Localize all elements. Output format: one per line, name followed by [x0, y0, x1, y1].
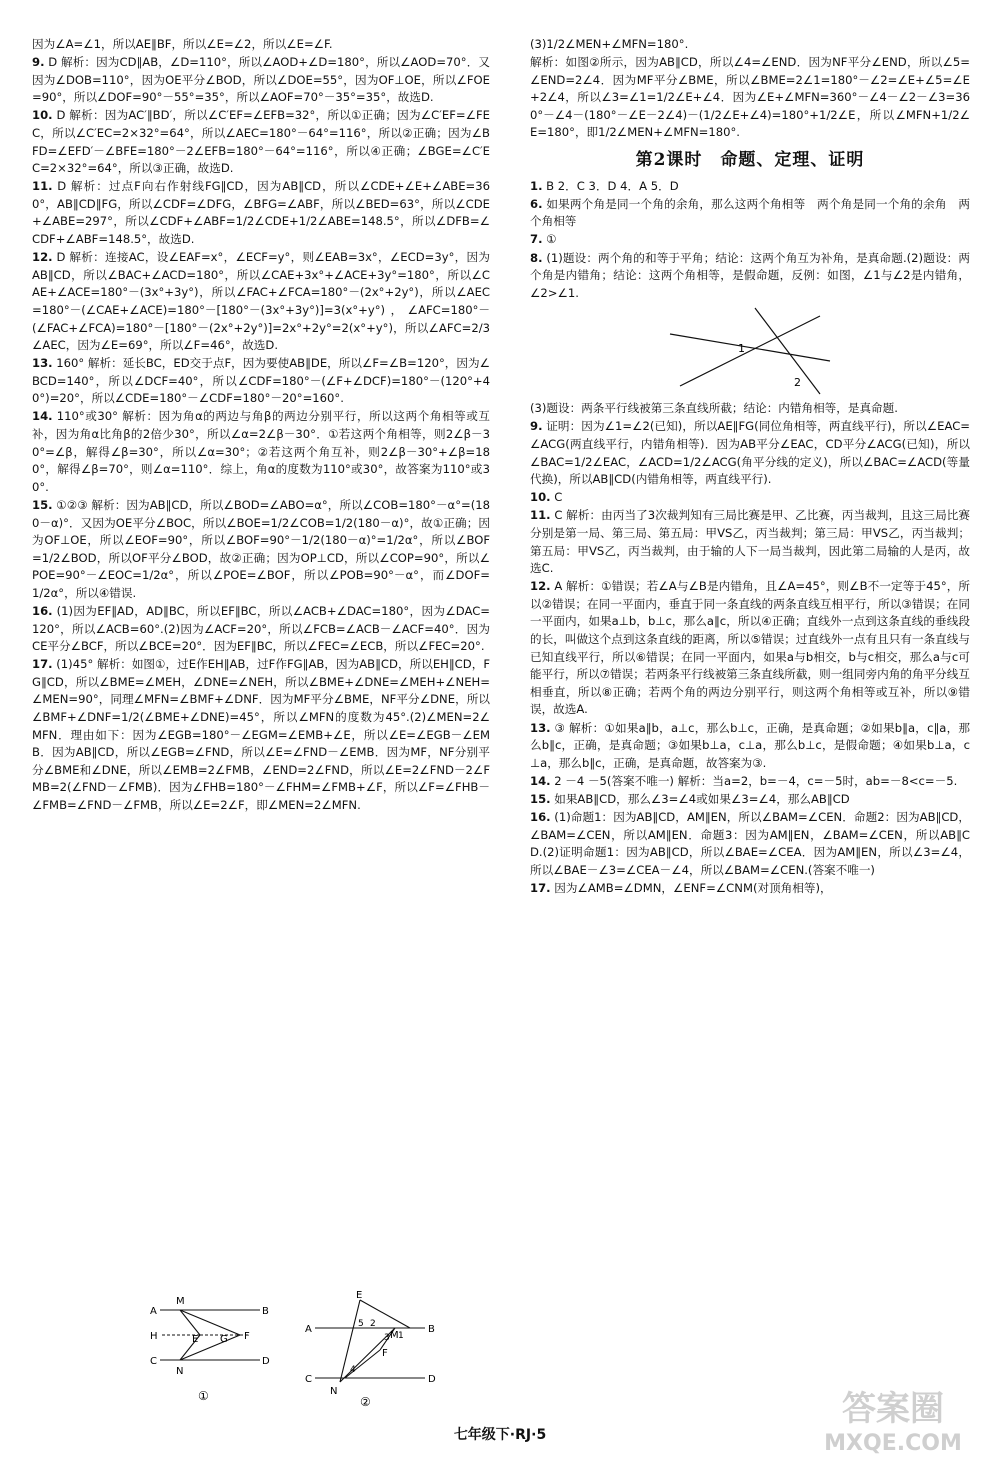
- answer-text: (3)1/2∠MEN+∠MFN=180°.: [530, 37, 689, 51]
- answer-text: 因为∠AMB=∠DMN，∠ENF=∠CNM(对顶角相等)，: [554, 880, 832, 895]
- answer-item: [32, 497, 490, 603]
- label-F: F: [244, 1331, 250, 1342]
- answer-number: 14.: [32, 409, 53, 424]
- answer-item: [530, 507, 970, 577]
- answer-item: [530, 418, 970, 488]
- answer-number: 10.: [32, 108, 53, 123]
- answer-item: [530, 720, 970, 773]
- answer-text: 证明：因为∠1=∠2(已知)，所以AE∥FG(同位角相等，两直线平行)，所以∠EAC=∠ACG(两直线平行，内错角相等)．因为AB平分∠EAC，CD平分∠ACG(已知)，所以∠BAC=1/2∠EAC，∠ACD=1/2∠ACG(角平分线的定义)，所以∠BAC=∠ACD(等量代换)，所以AB∥CD(内错角相等，两直线平行).: [530, 419, 970, 487]
- answer-number: 13.: [32, 356, 53, 371]
- right-top-answers: [530, 36, 970, 142]
- answer-number: 12.: [32, 250, 53, 265]
- right-column: [530, 36, 970, 898]
- label-D: D: [262, 1356, 270, 1367]
- answer-text: ①②③ 解析：因为AB∥CD，所以∠BOD=∠ABO=α°，所以∠COB=180°－α°=(180－α)°．又因为OE平分∠BOC，所以∠BOE=1/2∠COB=1/2(180－α)°，故①正确；因为OF⊥OE，所以∠EOF=90°，所以∠BOF=90°－1/2(180－α)°=1/2α°，所以∠BOF=1/2∠BOD，所以OF平分∠BOD，故②正确；因为OP⊥CD，所以∠COP=90°，所以∠POE=90°－∠EOC=1/2α°，所以∠POE=∠BOF，所以∠POB=90°－α°，而∠DOF=1/2α°，所以④错误.: [32, 497, 490, 600]
- label-H: H: [150, 1331, 158, 1342]
- answer-item: [530, 250, 970, 303]
- answer-item: [530, 231, 970, 249]
- label-A: A: [305, 1324, 312, 1335]
- answer-item: [32, 603, 490, 656]
- answer-number: 15.: [530, 791, 551, 806]
- answer-item: [530, 36, 970, 54]
- answer-number: 9.: [530, 419, 543, 434]
- answer-text: ①: [546, 232, 557, 247]
- angle-2-label: 2: [794, 376, 801, 390]
- angle-1-label: 1: [738, 342, 745, 356]
- answer-number: 6.: [530, 196, 543, 211]
- angle-3-label: 3: [384, 1333, 390, 1343]
- answer-item: [32, 36, 490, 54]
- answer-item: [530, 178, 970, 196]
- figure-3-diagram: [660, 306, 840, 396]
- answer-number: 11.: [530, 508, 551, 523]
- answer-text: 如果AB∥CD，那么∠3=∠4或如果∠3=∠4，那么AB∥CD: [554, 791, 850, 806]
- label-M: M: [390, 1330, 399, 1341]
- answer-text: D 解析：因为AC′∥BD′，所以∠C′EF=∠EFB=32°，所以①正确；因为∠C′EF=∠FEC，所以∠C′EC=2×32°=64°，所以∠AEC=180°－64°=116°，所以②正确；因为∠BFD=∠EFD′－∠BFE=180°－2∠EFB=180°－64°=116°，所以④正确；∠BGE=∠C′EC=2×32°=64°，所以③正确，故选D.: [32, 108, 490, 176]
- answer-text: ③ 解析：①如果a∥b，a⊥c，那么b⊥c，正确，是真命题；②如果b∥a，c∥a，那么b∥c，正确，是真命题；③如果b⊥a，c⊥a，那么b⊥c，是假命题；④如果b⊥a，c⊥a，那么b∥c，正确，是真命题，故答案为③.: [530, 720, 970, 770]
- answer-text: C: [554, 490, 563, 505]
- label-N: N: [330, 1386, 338, 1397]
- answer-number: 14.: [530, 773, 551, 788]
- angle-1-label: 1: [398, 1331, 404, 1341]
- answer-item: [530, 773, 970, 791]
- label-C: C: [305, 1374, 312, 1385]
- answer-item: [32, 408, 490, 496]
- watermark-main: 答案圈: [842, 1389, 944, 1429]
- page-footer: 七年级下·RJ·5: [453, 1427, 547, 1443]
- answer-text: D 解析：过点F向右作射线FG∥CD，因为AB∥CD，所以∠CDE+∠E+∠ABE=360°，AB∥CD∥FG，所以∠CDF=∠DFG，∠BFG=∠ABF，所以∠BED=63°，所以∠CDE+∠ABE=297°，所以∠CDF+∠ABF=1/2∠CDE+1/2∠ABE=148.5°，所以∠DFB=∠CDF+∠ABF=148.5°，故选D.: [32, 179, 491, 247]
- right-answers-list: [530, 178, 970, 303]
- figure-2-caption: ②: [360, 1395, 371, 1409]
- angle-4-label: 4: [350, 1365, 356, 1375]
- figure-2-diagram: [300, 1290, 450, 1410]
- answer-number: 11.: [32, 179, 53, 194]
- label-E: E: [356, 1290, 363, 1301]
- label-B: B: [262, 1306, 269, 1317]
- answer-item: [32, 178, 490, 248]
- answer-item: [530, 791, 970, 809]
- label-M: M: [176, 1296, 185, 1307]
- section-title: 第2课时 命题、定理、证明: [635, 150, 865, 171]
- answer-number: 12.: [530, 579, 551, 594]
- answer-item: [32, 355, 490, 408]
- figure-1-caption: ①: [198, 1389, 209, 1403]
- figure-1-diagram: [140, 1290, 280, 1410]
- label-D: D: [428, 1374, 436, 1385]
- label-G: G: [220, 1334, 228, 1345]
- answer-number: 17.: [530, 880, 551, 895]
- answer-number: 16.: [530, 809, 551, 824]
- answer-item: [530, 809, 970, 879]
- answer-text: D 解析：因为CD∥AB，∠D=110°，所以∠AOD+∠D=180°，所以∠AOD=70°．又因为∠DOB=110°，因为OE平分∠BOD，所以∠DOE=55°，因为OF⊥OE，所以∠FOE=90°，所以∠DOF=90°－55°=35°，所以∠AOF=70°－35°=35°，故选D.: [32, 55, 490, 105]
- answer-number: 17.: [32, 657, 53, 672]
- left-column: [32, 36, 490, 815]
- right-answers-continued: [530, 400, 970, 897]
- answer-item: [32, 107, 490, 177]
- angle-2-label: 2: [370, 1319, 376, 1329]
- answer-text: 160° 解析：延长BC，ED交于点F，因为要使AB∥DE，所以∠F=∠B=120°，因为∠BCD=140°，所以∠DCF=40°，所以∠CDF=180°－(∠F+∠DCF)=180°－(120°+40°)=20°，所以∠CDE=180°－∠CDF=180°－20°=160°.: [32, 356, 490, 406]
- answer-item: [530, 578, 970, 719]
- label-N: N: [176, 1366, 184, 1377]
- answer-text: C 解析：由丙当了3次裁判知有三局比赛是甲、乙比赛，丙当裁判，且这三局比赛分别是第一局、第三局、第五局：甲VS乙，丙当裁判；第三局：甲VS乙，丙当裁判；第五局：甲VS乙，丙当裁判，由于输的人下一局当裁判，因此第二局输的人是丙，故选C.: [530, 508, 970, 576]
- watermark-logo: [808, 1380, 978, 1460]
- angle-5-label: 5: [358, 1319, 364, 1329]
- answer-item: [530, 54, 970, 142]
- answer-text: (1)命题1：因为AB∥CD，AM∥EN，所以∠BAM=∠CEN．命题2：因为AB∥CD，∠BAM=∠CEN，所以AM∥EN．命题3：因为AM∥EN，∠BAM=∠CEN，所以AB∥CD.(2)证明命题1：因为AB∥CD，所以∠BAE=∠CEA．因为AM∥EN，所以∠3=∠4，所以∠BAE－∠3=∠CEA－∠4，所以∠BAM=∠CEN.(答案不唯一): [530, 809, 970, 877]
- label-A: A: [150, 1306, 157, 1317]
- answer-text: 解析：如图②所示，因为AB∥CD，所以∠4=∠END．因为NF平分∠END，所以∠5=∠END=2∠4．因为MF平分∠BME，所以∠BME=2∠1=180°－∠2=∠E+∠5=∠E+2∠4，所以∠3=∠1=1/2∠E+∠4．因为∠E+∠MFN=360°－∠4－∠2－∠3=360°－∠4－(180°－∠E－2∠4)－(1/2∠E+∠4)=180°+1/2∠E，所以∠MFN+1/2∠E=180°，即1/2∠MEN+∠MFN=180°.: [530, 55, 970, 140]
- answer-item: [530, 489, 970, 507]
- answer-text: 2 －4 －5(答案不唯一) 解析：当a=2，b=－4，c=－5时，ab=－8<c=－5.: [554, 773, 958, 788]
- watermark-sub: MXQE.COM: [824, 1431, 962, 1456]
- answer-number: 1.: [530, 178, 543, 193]
- answer-item: [32, 656, 490, 814]
- label-C: C: [150, 1356, 157, 1367]
- answer-number: 16.: [32, 604, 53, 618]
- answer-text: 110°或30° 解析：因为角α的两边与角β的两边分别平行，所以这两个角相等或互补，因为角α比角β的2倍少30°，所以∠α=2∠β－30°．①若这两个角相等，则2∠β－30°=∠β，解得∠β=30°，所以∠α=30°；②若这两个角互补，则2∠β－30°+∠β=180°，解得∠β=70°，则∠α=110°．综上，角α的度数为110°或30°，故答案为110°或30°.: [32, 409, 490, 494]
- answer-number: 13.: [530, 720, 551, 735]
- answer-number: 7.: [530, 232, 543, 247]
- label-F: F: [382, 1348, 388, 1359]
- answer-item: [32, 54, 490, 107]
- label-B: B: [428, 1324, 435, 1335]
- answer-item: [530, 196, 970, 231]
- answer-text: 如果两个角是同一个角的余角，那么这两个角相等 两个角是同一个角的余角 两个角相等: [530, 196, 970, 229]
- answer-number: 8.: [530, 250, 543, 265]
- answer-text: D 解析：连接AC，设∠EAF=x°，∠ECF=y°，则∠EAB=3x°，∠ECD=3y°，因为AB∥CD，所以∠BAC+∠ACD=180°，所以∠CAE+3x°+∠ACE+3y°=180°，所以∠CAE+∠ACE=180°－(3x°+3y°)，所以∠FAC+∠FCA=180°－(2x°+2y°)，所以∠AEC=180°－(∠CAE+∠ACE)=180°－[180°－(3x°+3y°)]=3(x°+y°)，∠AFC=180°－(∠FAC+∠FCA)=180°－[180°－(2x°+2y°)]=2x°+2y°=2(x°+y°)，所以∠AFC=2/3∠AEC，因为∠E=69°，所以∠F=46°，故选D.: [32, 250, 490, 353]
- answer-item: [32, 249, 490, 355]
- answer-text: (1)45° 解析：如图①，过E作EH∥AB，过F作FG∥AB，因为AB∥CD，所以EH∥CD，FG∥CD，所以∠BME=∠MEH，∠DNE=∠NEH，所以∠BME+∠DNE=∠MEH+∠NEH=∠MEN=90°，同理∠MFN=∠BMF+∠DNF．因为MF平分∠BME，NF平分∠DNE，所以∠BMF+∠DNF=1/2(∠BME+∠DNE)=45°，所以∠MFN的度数为45°.(2)∠MEN=2∠MFN．理由如下：因为∠EGB=180°－∠EGM=∠EMB+∠E，所以∠E=∠EGB－∠EMB．因为AB∥CD，所以∠EGB=∠FND，所以∠E=∠FND－∠EMB．因为MF，NF分别平分∠BME和∠DNE，所以∠EMB=2∠FMB，∠END=2∠FND，所以∠E=2∠FND－2∠FMB=2(∠FND－∠FMB)．因为∠FHB=180°－∠FHM=∠FMB+∠F，所以∠F=∠FHB－∠FMB=∠FND－∠FMB，所以∠E=2∠F，即∠MEN=2∠MFN.: [32, 657, 491, 813]
- answer-item: [530, 880, 970, 898]
- answer-number: 9.: [32, 55, 45, 70]
- answer-number: 10.: [530, 490, 551, 505]
- answer-text: B 2．C 3．D 4．A 5．D: [546, 178, 679, 193]
- answer-number: 15.: [32, 497, 53, 512]
- answer-text: (3)题设：两条平行线被第三条直线所截；结论：内错角相等，是真命题.: [530, 401, 898, 416]
- answer-text: A 解析：①错误；若∠A与∠B是内错角，且∠A=45°，则∠B不一定等于45°，所以②错误；在同一平面内，垂直于同一条直线的两条直线互相平行，所以③错误；在同一平面内，如果a⊥b，b⊥c，那么a∥c，所以④正确；直线外一点到这条直线的垂线段的长，叫做这个点到这条直线的距离，所以⑤错误；过直线外一点有且只有一条直线与已知直线平行，所以⑥错误；在同一平面内，如果a与b相交，b与c相交，那么a与c可能平行，所以⑦错误；若两条平行线被第三条直线所截，则一组同旁内角的角平分线互相垂直，所以⑧正确；若两个角的两边分别平行，则这两个角相等或互补，所以⑨错误，故选A.: [530, 579, 971, 717]
- answer-text: (1)因为EF∥AD，AD∥BC，所以EF∥BC，所以∠ACB+∠DAC=180°，因为∠DAC=120°，所以∠ACB=60°.(2)因为∠ACF=20°，所以∠FCB=∠ACB－∠ACF=40°．因为CE平分∠BCF，所以∠BCE=20°．因为EF∥BC，所以∠FEC=∠ECB，所以∠FEC=20°.: [32, 604, 491, 654]
- answer-text: 因为∠A=∠1，所以AE∥BF，所以∠E=∠2，所以∠E=∠F.: [32, 37, 333, 51]
- answer-item: [530, 400, 970, 418]
- answer-text: (1)题设：两个角的和等于平角；结论：这两个角互为补角，是真命题.(2)题设：两个角是内错角；结论：这两个角相等，是假命题，反例：如图，∠1与∠2是内错角，∠2>∠1.: [530, 250, 970, 300]
- label-E: E: [192, 1334, 199, 1345]
